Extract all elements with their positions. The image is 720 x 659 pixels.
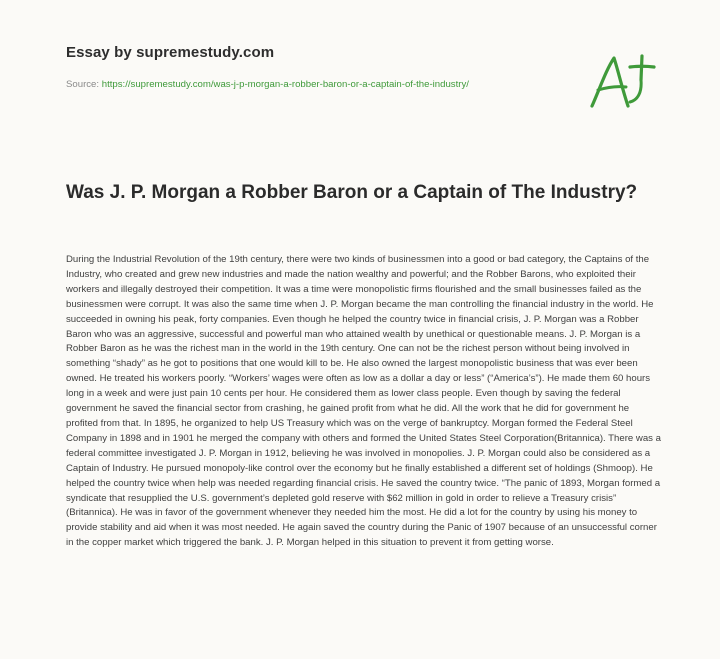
a-plus-logo [586, 50, 662, 114]
header-title: Essay by supremestudy.com [66, 44, 275, 61]
source-line [66, 79, 526, 91]
source-label: Source: [66, 79, 102, 90]
essay-title: Was J. P. Morgan a Robber Baron or a Captain of The Industry? [66, 182, 638, 203]
a-plus-logo-icon [586, 50, 662, 114]
source-link[interactable]: https://supremestudy.com/was-j-p-morgan-a-robber-baron-or-a-captain-of-the-industry/ [101, 79, 469, 90]
essay-body: During the Industrial Revolution of the 19th century, there were two kinds of businessmen into a good or bad category, the Captains of the Industry, who created and grew new industries and made the nation wealthy and powerful; and the Robber Barons, who exploited their workers and illegally destroyed their competition. It was a time were monopolistic firms flourished and the small businesses failed as the businessmen were corrupt. It was also the same time when J. P. Morgan became the man controlling the financial industry in the world. He succeeded in owning his peak, forty companies. Even though he helped the country twice in financial crisis, J. P. Morgan was a Robber Baron who was an aggressive, successful and powerful man who attained wealth by unethical or questionable means. J. P. Morgan is a Robber Baron as he was the richest man in the world in the 19th century. One can not be the richest person without being involved in something “shady” as he got to positions that one would kill to be. He also owned the largest monopolistic business that was ever been owned. He treated his workers poorly. “Workers’ wages were often as low as a dollar a day or less” (“America’s”). He made them 60 hours long in a week and were just pain 10 cents per hour. He considered them as lower class people. Even though by saving the federal government he saved the financial sector from crashing, he gained profit from what he did. All the work that he did for government he profited from that. In 1895, he organized to help US Treasury which was on the verge of bankruptcy. Morgan formed the Federal Steel Company in 1898 and in 1901 he merged the company with others and formed the United States Steel Corporation(Britannica). There was a federal committee investigated J. P. Morgan in 1912, believing he was involved in monopolies. J. P. Morgan could also be considered as a Captain of Industry. He pursued monopoly-like control over the economy but he finally established a different set of holdings (Shmoop). He helped the country twice when help was needed regarding financial crisis. He saved the country twice. “The panic of 1893, Morgan formed a syndicate that resupplied the U.S. government’s depleted gold reserve with $62 million in gold in order to relieve a Treasury crisis” (Britannica). He was in favor of the government whenever they needed him the most. He did a lot for the country by using his money to provide stability and aid when it was most needed. He again saved the country during the Panic of 1907 because of an unsuccessful corner in the copper market which triggered the bank. J. P. Morgan helped in this situation to prevent it from getting worse. [66, 254, 661, 549]
